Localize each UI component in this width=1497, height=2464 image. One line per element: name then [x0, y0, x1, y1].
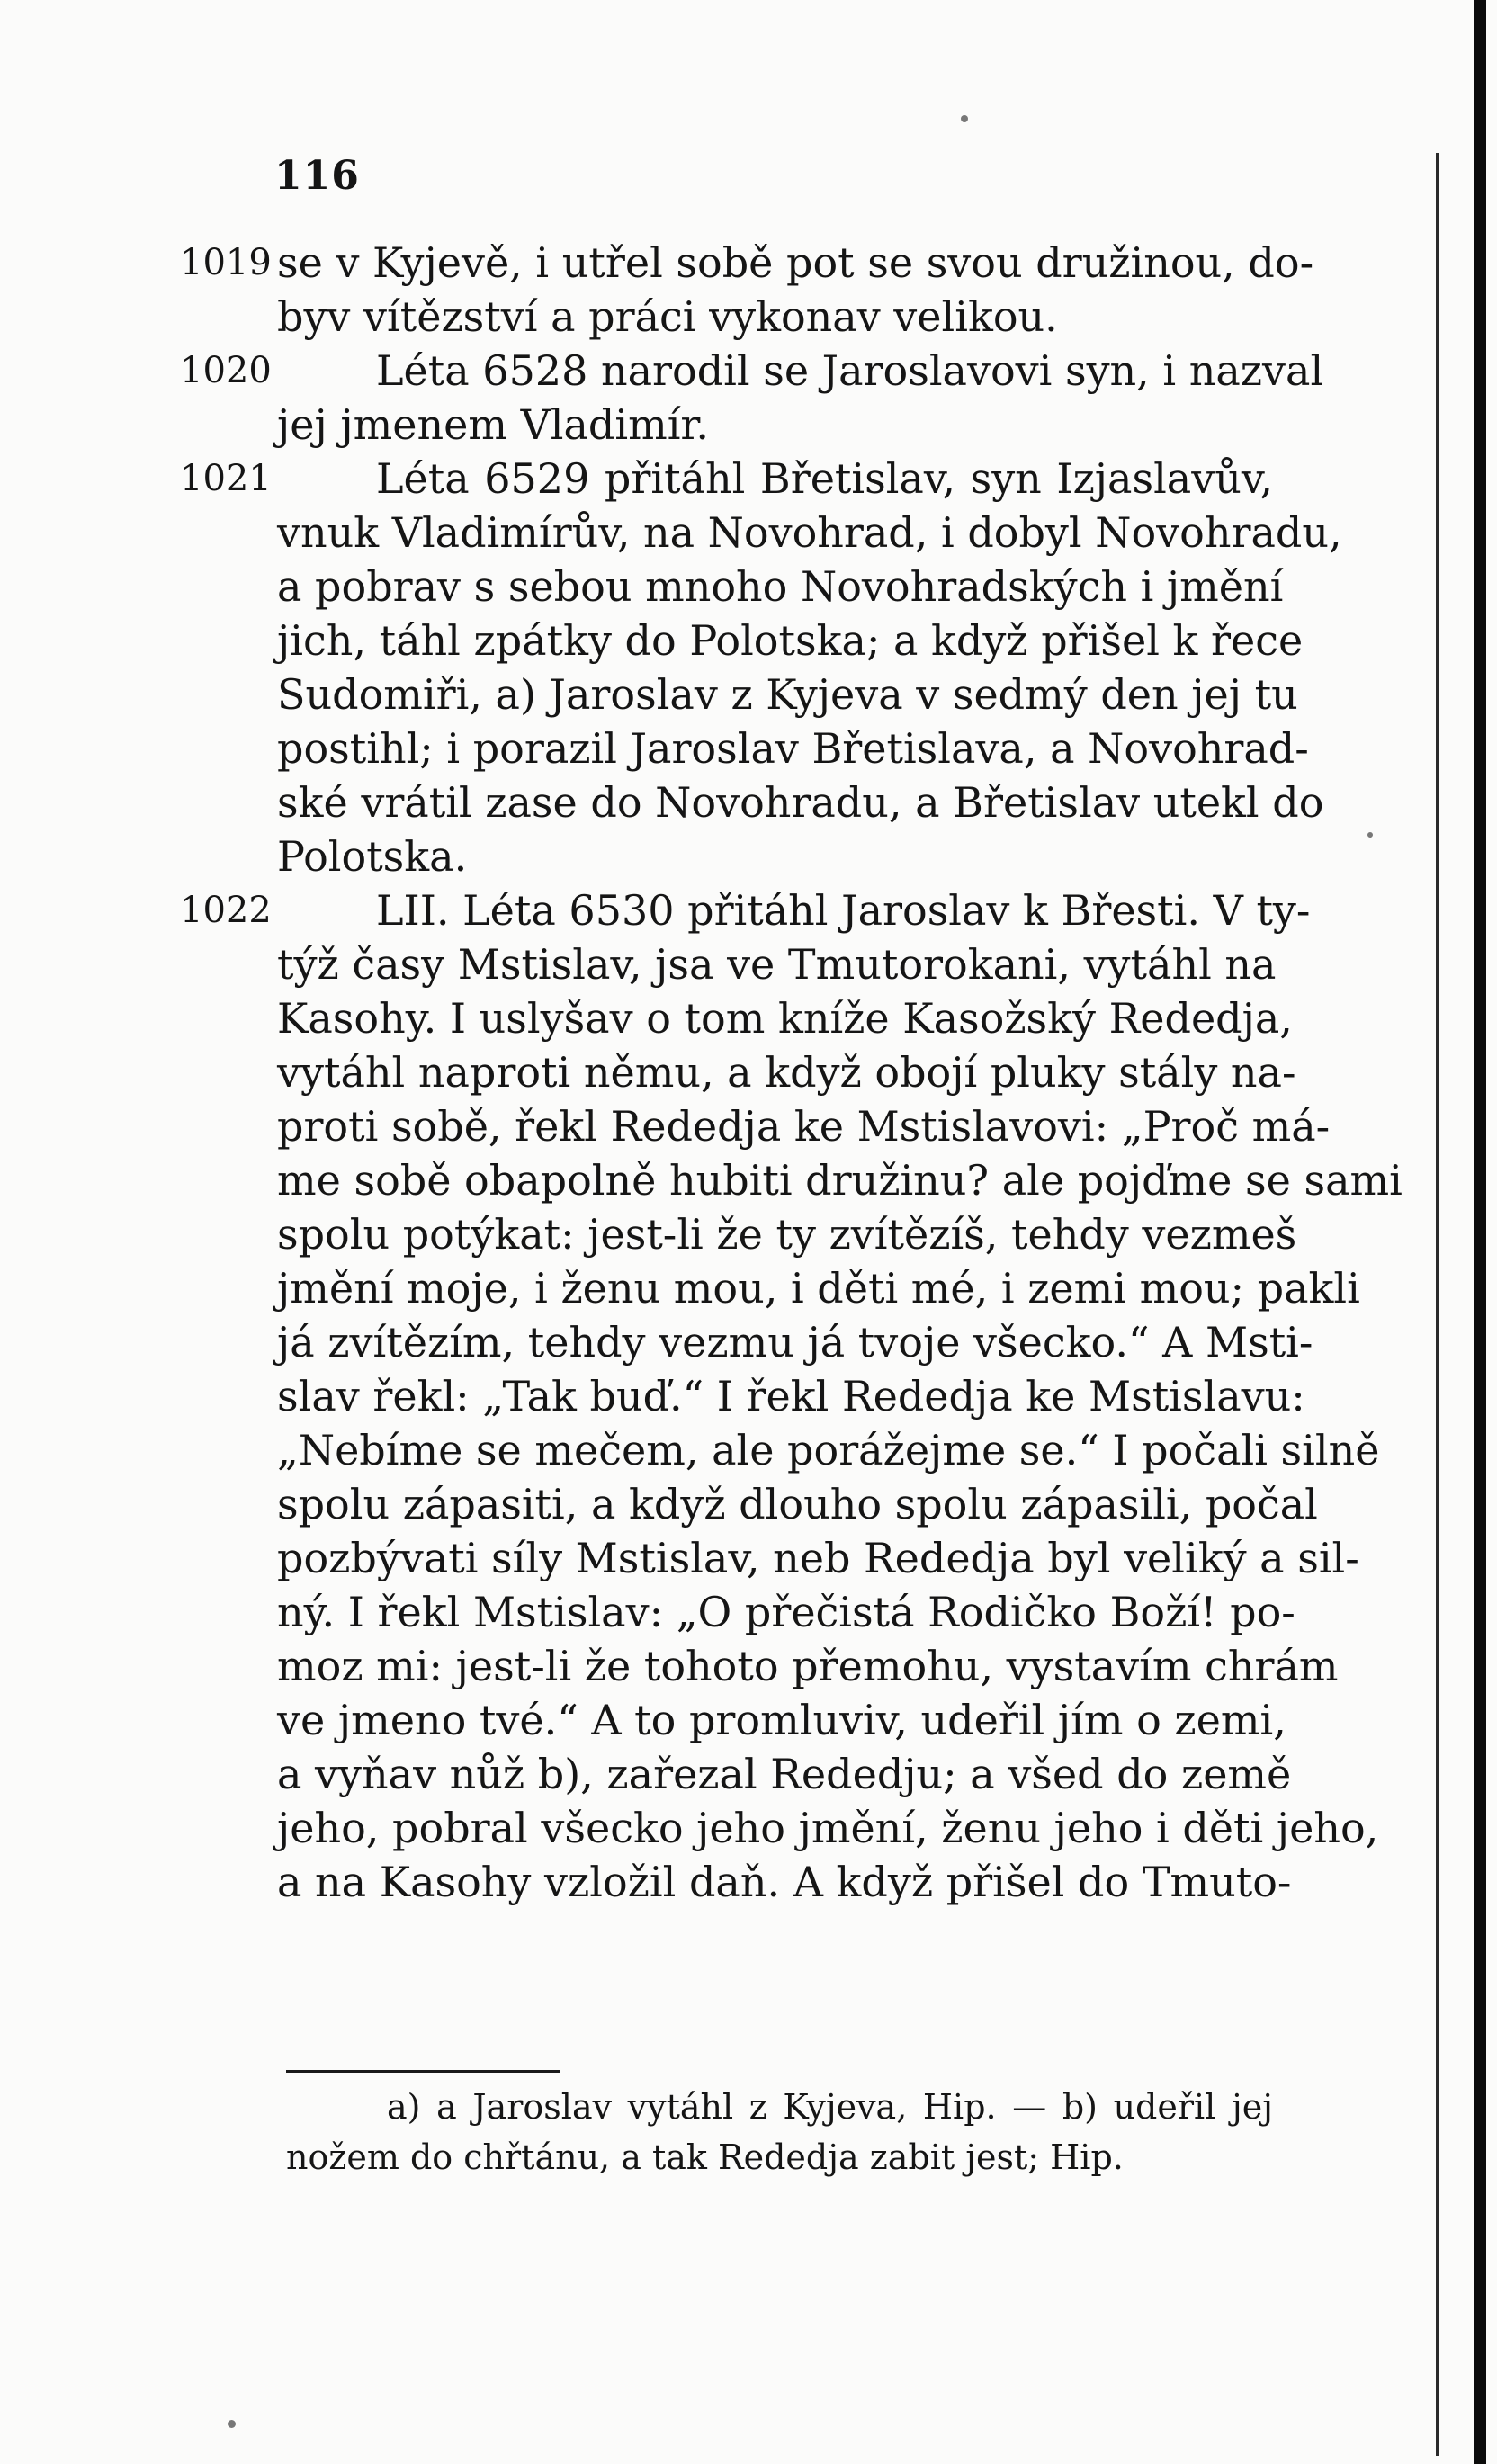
- page-number: 116: [274, 153, 360, 199]
- text-line: [180, 1801, 1379, 1855]
- line-text: jeho, pobral všecko jeho jmění, ženu jeho i děti jeho,: [277, 1804, 1379, 1852]
- footnote-rule: [286, 2070, 560, 2073]
- line-text: byv vítězství a práci vykonav velikou.: [277, 292, 1058, 341]
- line-text: LII. Léta 6530 přitáhl Jaroslav k Břesti. V ty-: [376, 886, 1311, 935]
- margin-year: 1022: [180, 890, 272, 931]
- line-text: moz mi: jest-li že tohoto přemohu, vystavím chrám: [277, 1642, 1339, 1690]
- footnote-line: nožem do chřtánu, a tak Rededja zabit jest; Hip.: [286, 2137, 1124, 2177]
- line-text: týž časy Mstislav, jsa ve Tmutorokani, vytáhl na: [277, 940, 1277, 989]
- line-text: jej jmenem Vladimír.: [277, 400, 709, 449]
- footnotes: [286, 2082, 1273, 2182]
- line-text: vnuk Vladimírův, na Novohrad, i dobyl Novohradu,: [277, 508, 1342, 557]
- text-line: [180, 560, 1284, 614]
- text-line: [180, 614, 1304, 668]
- line-text: spolu potýkat: jest-li že ty zvítězíš, tehdy vezmeš: [277, 1210, 1297, 1259]
- text-line: [180, 937, 1277, 991]
- text-line: [180, 1423, 1380, 1477]
- text-line: [180, 775, 1324, 829]
- line-text: já zvítězím, tehdy vezmu já tvoje všecko.“ A Msti-: [277, 1318, 1313, 1366]
- line-text: „Nebíme se mečem, ale porážejme se.“ I počali silně: [277, 1426, 1380, 1474]
- text-line: [180, 991, 1293, 1045]
- text-line: [180, 344, 1324, 398]
- text-line: [180, 829, 1273, 883]
- text-line: [180, 1477, 1318, 1531]
- line-text: Kasohy. I uslyšav o tom kníže Kasožský Rededja,: [277, 994, 1293, 1043]
- scan-speck: [961, 115, 968, 122]
- line-text: Léta 6528 narodil se Jaroslavovi syn, i nazval: [376, 346, 1324, 395]
- text-line: [180, 506, 1342, 560]
- line-text: slav řekl: „Tak buď.“ I řekl Rededja ke Mstislavu:: [277, 1372, 1305, 1420]
- text-line: [180, 452, 1273, 506]
- margin-year: 1021: [180, 458, 272, 499]
- text-line: [180, 290, 1273, 344]
- text-line: [180, 236, 1314, 290]
- text-line: [180, 1315, 1313, 1369]
- line-text: a vyňav nůž b), zařezal Rededju; a všed do země: [277, 1750, 1292, 1798]
- text-line: [180, 1099, 1331, 1153]
- text-line: [180, 1369, 1305, 1423]
- line-text: Léta 6529 přitáhl Břetislav, syn Izjaslavův,: [376, 454, 1273, 503]
- line-text: proti sobě, řekl Rededja ke Mstislavovi: „Proč má-: [277, 1102, 1331, 1151]
- line-text: postihl; i porazil Jaroslav Břetislava, a Novohrad-: [277, 724, 1309, 773]
- scan-edge-line: [1436, 153, 1439, 2456]
- text-line: [180, 1207, 1297, 1261]
- text-line: [180, 1045, 1296, 1099]
- footnote-line: a) a Jaroslav vytáhl z Kyjeva, Hip. — b) udeřil jej: [387, 2087, 1273, 2127]
- scan-speck: [228, 2420, 236, 2428]
- line-text: ný. I řekl Mstislav: „O přečistá Rodičko Boží! po-: [277, 1588, 1295, 1636]
- margin-year: 1019: [180, 242, 272, 283]
- line-text: pozbývati síly Mstislav, neb Rededja byl veliký a sil-: [277, 1534, 1359, 1582]
- text-line: [180, 1639, 1339, 1693]
- margin-year: 1020: [180, 350, 272, 391]
- text-line: [180, 1261, 1360, 1315]
- text-line: [180, 1153, 1403, 1207]
- scan-edge-bar: [1474, 0, 1486, 2464]
- line-text: a pobrav s sebou mnoho Novohradských i jmění: [277, 562, 1284, 611]
- line-text: a na Kasohy vzložil daň. A když přišel do Tmuto-: [277, 1858, 1292, 1906]
- text-line: [180, 668, 1298, 721]
- text-line: [180, 1693, 1286, 1747]
- text-line: [180, 398, 1273, 452]
- text-body: [180, 236, 1403, 1909]
- line-text: Sudomiři, a) Jaroslav z Kyjeva v sedmý den jej tu: [277, 670, 1298, 719]
- text-line: [180, 1531, 1359, 1585]
- text-line: [180, 883, 1311, 937]
- line-text: jmění moje, i ženu mou, i děti mé, i zemi mou; pakli: [277, 1264, 1360, 1313]
- text-line: [180, 1855, 1292, 1909]
- line-text: vytáhl naproti němu, a když obojí pluky stály na-: [277, 1048, 1296, 1097]
- text-line: [180, 1747, 1292, 1801]
- text-line: [180, 721, 1309, 775]
- line-text: se v Kyjevě, i utřel sobě pot se svou družinou, do-: [277, 238, 1314, 287]
- line-text: ské vrátil zase do Novohradu, a Břetislav utekl do: [277, 778, 1324, 827]
- line-text: jich, táhl zpátky do Polotska; a když přišel k řece: [277, 616, 1304, 665]
- scan-speck: [1367, 832, 1373, 838]
- line-text: me sobě obapolně hubiti družinu? ale pojďme se sami: [277, 1156, 1403, 1205]
- text-line: [180, 1585, 1295, 1639]
- line-text: spolu zápasiti, a když dlouho spolu zápasili, počal: [277, 1480, 1318, 1528]
- line-text: ve jmeno tvé.“ A to promluviv, udeřil jím o zemi,: [277, 1696, 1286, 1744]
- line-text: Polotska.: [277, 832, 468, 881]
